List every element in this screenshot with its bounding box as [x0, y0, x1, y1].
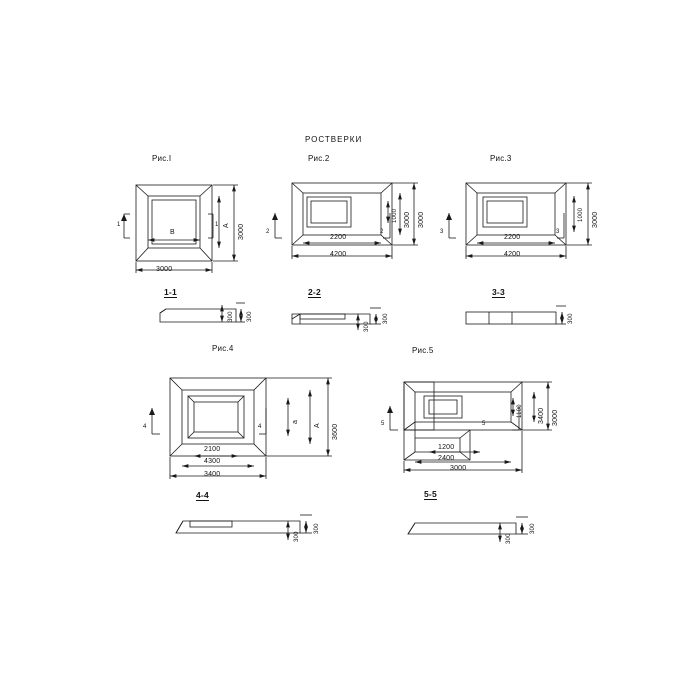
- cut-mark-3a: 3: [440, 229, 444, 235]
- fig1-plan: [121, 185, 238, 273]
- fig2-dim-inner-h: 1000: [392, 208, 398, 223]
- cut-mark-5b: 5: [482, 421, 486, 427]
- fig5-plan: [387, 382, 552, 473]
- figure-caption-1: Рис.I: [152, 154, 172, 163]
- fig4-dim-width: 3400: [204, 471, 221, 478]
- fig3-plan: [446, 183, 592, 259]
- fig1-letter-a: А: [223, 223, 230, 228]
- fig3-sec-h1: 300: [568, 313, 574, 324]
- cut-mark-2b: 2: [380, 229, 384, 235]
- cut-mark-3b: 3: [556, 229, 560, 235]
- section-label-5-5: 5-5: [424, 489, 437, 499]
- fig4-sec-h2: 300: [294, 531, 300, 542]
- fig1-dim-height: 3000: [238, 223, 245, 240]
- figure-caption-2: Рис.2: [308, 154, 330, 163]
- fig2-sec-h2: 300: [364, 321, 370, 332]
- fig2-dim-height: 3000: [418, 211, 425, 228]
- fig1-sec-h2: 300: [228, 311, 234, 322]
- figure-caption-3: Рис.3: [490, 154, 512, 163]
- fig3-dim-width: 4200: [504, 251, 521, 258]
- fig3-dim-inner-h: 1000: [578, 207, 584, 222]
- fig5-dim-height2: 3400: [538, 407, 545, 424]
- fig4-section: [176, 515, 312, 540]
- fig5-dim-width: 3000: [450, 465, 467, 472]
- page-title: РОСТВЕРКИ: [305, 135, 363, 144]
- fig4-plan: [149, 378, 332, 479]
- section-label-1-1: 1-1: [164, 287, 177, 297]
- fig2-sec-h1: 300: [383, 313, 389, 324]
- fig4-letter-a2: а: [292, 419, 299, 424]
- cut-mark-2a: 2: [266, 229, 270, 235]
- fig4-dim-height: 3600: [332, 423, 339, 440]
- fig2-dim-width: 4200: [330, 251, 347, 258]
- fig4-dim-width2: 4300: [204, 458, 221, 465]
- cut-mark-5a: 5: [381, 421, 385, 427]
- fig4-dim-inner-w: 2100: [204, 446, 221, 453]
- cut-mark-1b: 1: [215, 222, 219, 228]
- fig5-dim-height: 3000: [552, 409, 559, 426]
- fig1-sec-h1: 300: [247, 311, 253, 322]
- fig1-dim-width: 3000: [156, 266, 173, 273]
- fig1-letter-b: В: [170, 229, 175, 236]
- fig5-sec-h1: 300: [530, 523, 536, 534]
- cut-mark-1a: 1: [117, 222, 121, 228]
- figure-caption-4: Рис.4: [212, 344, 234, 353]
- cut-mark-4a: 4: [143, 424, 147, 430]
- fig3-dim-height: 3000: [592, 211, 599, 228]
- fig5-dim-inner-w: 2400: [438, 455, 455, 462]
- fig2-dim-inner-w: 2200: [330, 234, 347, 241]
- fig5-dim-inner-w2: 1200: [438, 444, 455, 451]
- fig4-letter-a: А: [314, 423, 321, 428]
- section-label-2-2: 2-2: [308, 287, 321, 297]
- fig5-dim-inner-h: 1100: [517, 404, 523, 418]
- section-label-4-4: 4-4: [196, 490, 209, 500]
- cut-mark-4b: 4: [258, 424, 262, 430]
- fig2-dim-height2: 3000: [404, 211, 411, 228]
- fig3-dim-inner-w: 2200: [504, 234, 521, 241]
- figure-caption-5: Рис.5: [412, 346, 434, 355]
- section-label-3-3: 3-3: [492, 287, 505, 297]
- fig3-section: [466, 306, 566, 324]
- fig5-sec-h2: 300: [506, 533, 512, 544]
- fig4-sec-h1: 300: [314, 523, 320, 534]
